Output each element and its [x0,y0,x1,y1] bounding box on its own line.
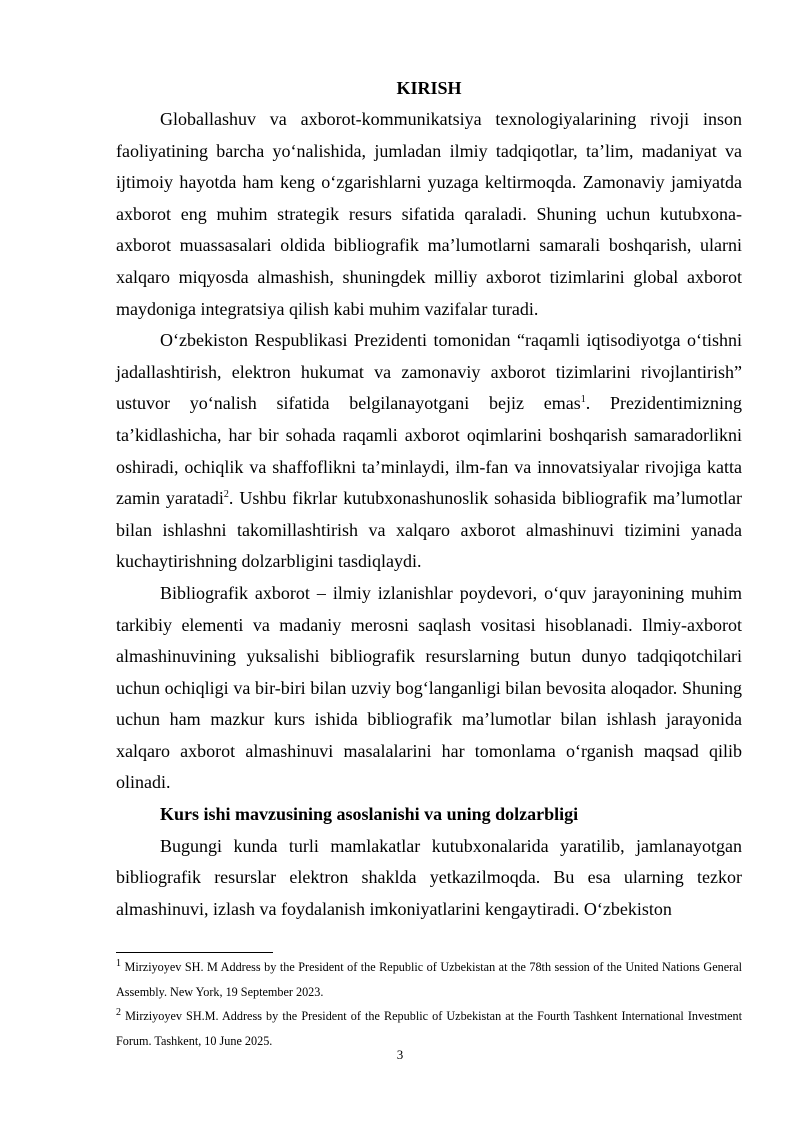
paragraph-text: O‘zbekiston Respublikasi Prezidenti tomonidan “raqamli iqtisodiyotga o‘tishni jadallashtirish, elektron hukumat va zamonaviy axborot tizimlarini rivojlantirish” ustuvor yo‘nalish sifatida belgilanayotgani bejiz emas [116,330,742,414]
paragraph-text: . Prezidentimizning ta’kidlashicha, har bir sohada raqamli axborot oqimlarini boshqarish samaradorlikni oshiradi, ochiqlik va shaffoflikni ta’minlaydi, ilm-fan va innovatsiyalar rivojiga katta zamin yaratadi [116,393,743,509]
page-body [116,72,742,925]
footnotes [116,955,742,1053]
footnote-reference[interactable]: 2 [223,489,229,501]
page-heading: KIRISH [396,78,462,98]
footnote-text: Mirziyoyev SH.M. Address by the President of the Republic of Uzbekistan at the Fourth Tashkent International Investment Forum. Tashkent, 10 June 2025. [116,1009,742,1048]
paragraph-intro: Globallashuv va axborot-kommunikatsiya texnologiyalarining rivoji inson faoliyatining barcha yo‘nalishida, jumladan ilmiy tadqiqotlar, ta’lim, madaniyat va ijtimoiy hayotda ham keng o‘zgarishlarni yuzaga keltirmoqda. Zamonaviy jamiyatda axborot eng muhim strategik resurs sifatida qaraladi. Shuning uchun kutubxona-axborot muassasalari oldida bibliografik ma’lumotlarni samarali boshqarish, ularni xalqaro miqyosda almashish, shuningdek milliy axborot tizimlarini global axborot maydoniga integratsiya qilish kabi muhim vazifalar turadi. [116,109,742,319]
section-subheading: Kurs ishi mavzusining asoslanishi va uning dolzarbligi [160,804,579,825]
footnote-number: 1 [116,957,121,969]
page-number: 3 [396,1047,404,1062]
paragraph-text: . Ushbu fikrlar kutubxonashunoslik sohasida bibliografik ma’lumotlar bilan ishlashni takomillashtirish va xalqaro axborot almashinuvi tizimini yanada kuchaytirishning dolzarbligini tasdiqlaydi. [116,488,743,572]
paragraph-bibliographic: Bibliografik axborot – ilmiy izlanishlar poydevori, o‘quv jarayonining muhim tarkibiy elementi va madaniy merosni saqlash vositasi hisoblanadi. Ilmiy-axborot almashinuvining yuksalishi bibliografik resurslarning butun dunyo tadqiqotchilari uchun ochiqligi va bir-biri bilan uzviy bog‘langanligi bilan bevosita aloqador. Shuning uchun ham mazkur kurs ishida bibliografik ma’lumotlar bilan ishlash jarayonida xalqaro axborot almashinuvi masalalarini har tomonlama o‘rganish maqsad qilib olinadi. [116,582,742,793]
footnote-text: Mirziyoyev SH. M Address by the President of the Republic of Uzbekistan at the 78th session of the United Nations General Assembly. New York, 19 September 2023. [116,960,742,999]
footnote-separator [116,952,273,953]
footnote-number: 2 [116,1006,121,1018]
footnote-1 [116,955,742,1004]
paragraph-president [116,325,742,578]
footnote-reference[interactable]: 1 [580,394,586,406]
paragraph-current: Bugungi kunda turli mamlakatlar kutubxonalarida yaratilib, jamlanayotgan bibliografik resurslar elektron shaklda yetkazilmoqda. Bu esa ularning tezkor almashinuvi, izlash va foydalanish imkoniyatlarini kengaytiradi. O‘zbekiston [116,835,742,919]
